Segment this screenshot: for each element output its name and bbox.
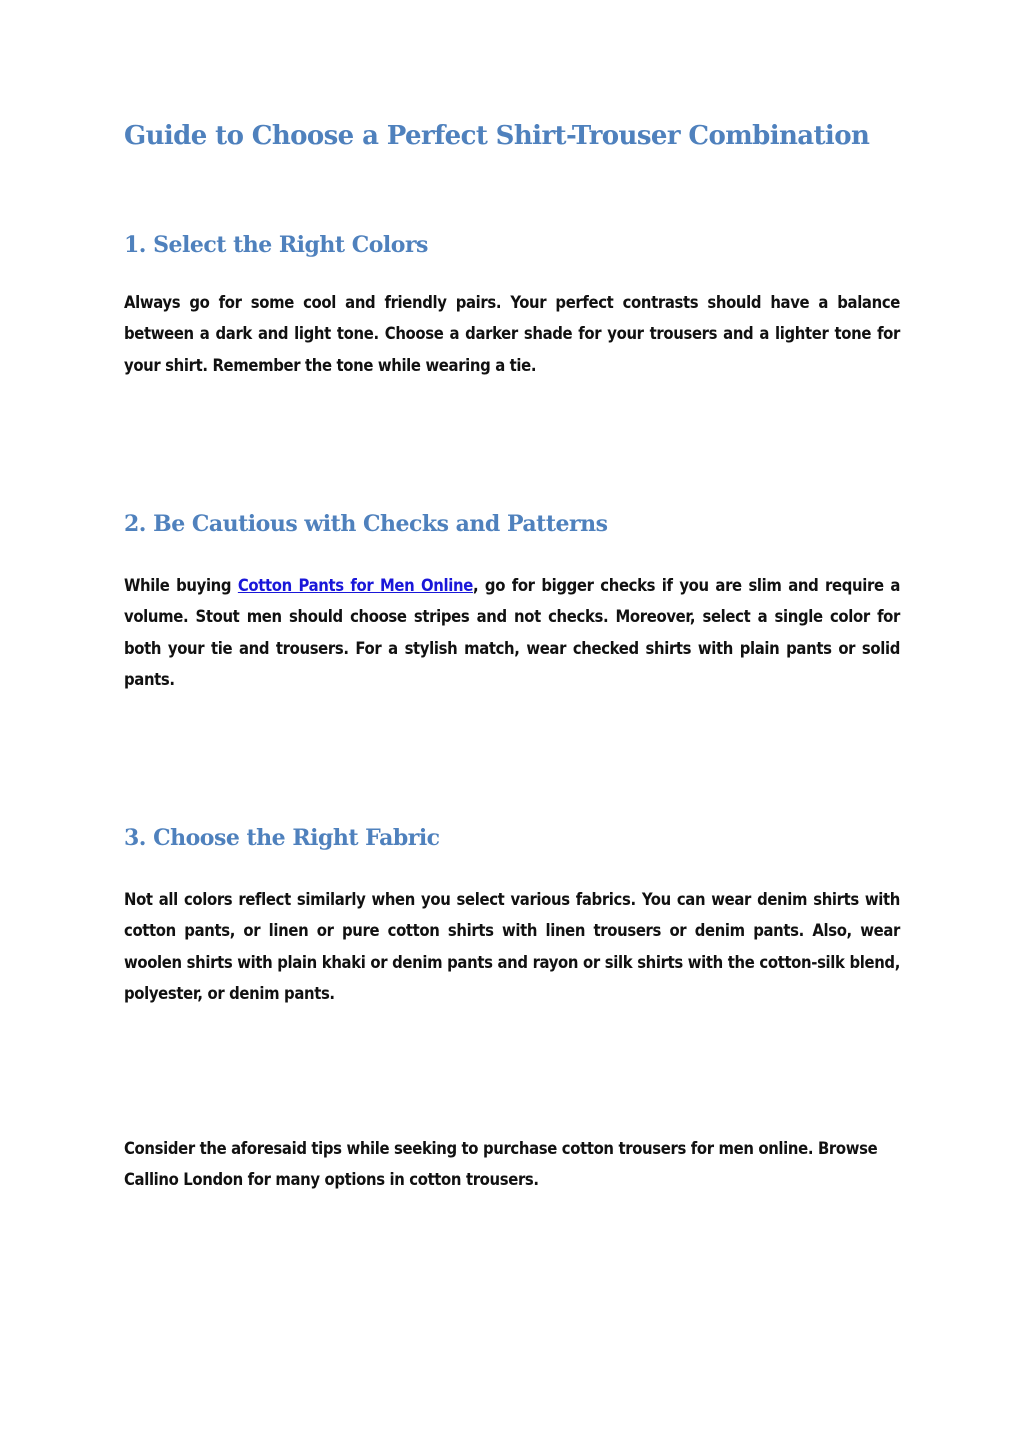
section-heading-colors: 1. Select the Right Colors (124, 232, 428, 258)
section-text-fabric: Not all colors reflect similarly when you select various fabrics. You can wear denim shirts with cotton pants, or linen or pure cotton shirts with linen trousers or denim pants. Also, wear woolen shirts with plain khaki or denim pants and rayon or silk shirts with the cotton-silk blend, polyester, or denim pants. (124, 890, 900, 1004)
section-text-patterns (124, 570, 900, 696)
closing-line-2: Callino London for many options in cotton trousers. (124, 1170, 539, 1190)
closing-line-1: Consider the aforesaid tips while seeking to purchase cotton trousers for men online. Browse (124, 1139, 878, 1158)
closing-paragraph (124, 1133, 900, 1196)
section-heading-patterns: 2. Be Cautious with Checks and Patterns (124, 511, 608, 537)
cotton-pants-link[interactable]: Cotton Pants for Men Online (237, 576, 473, 595)
section-text-colors: Always go for some cool and friendly pairs. Your perfect contrasts should have a balance between a dark and light tone. Choose a darker shade for your trousers and a lighter tone for your shirt. Remember the tone while wearing a tie. (124, 293, 900, 375)
document-title: Guide to Choose a Perfect Shirt-Trouser Combination (124, 121, 870, 151)
text-before-link: While buying (124, 576, 238, 595)
section-heading-fabric: 3. Choose the Right Fabric (124, 825, 440, 851)
text-after-link: , go for bigger checks if you are slim and require a volume. Stout men should choose stripes and not checks. Moreover, select a single color for both your tie and trousers. For a stylish match, wear checked shirts with plain pants or solid pants. (124, 576, 901, 690)
